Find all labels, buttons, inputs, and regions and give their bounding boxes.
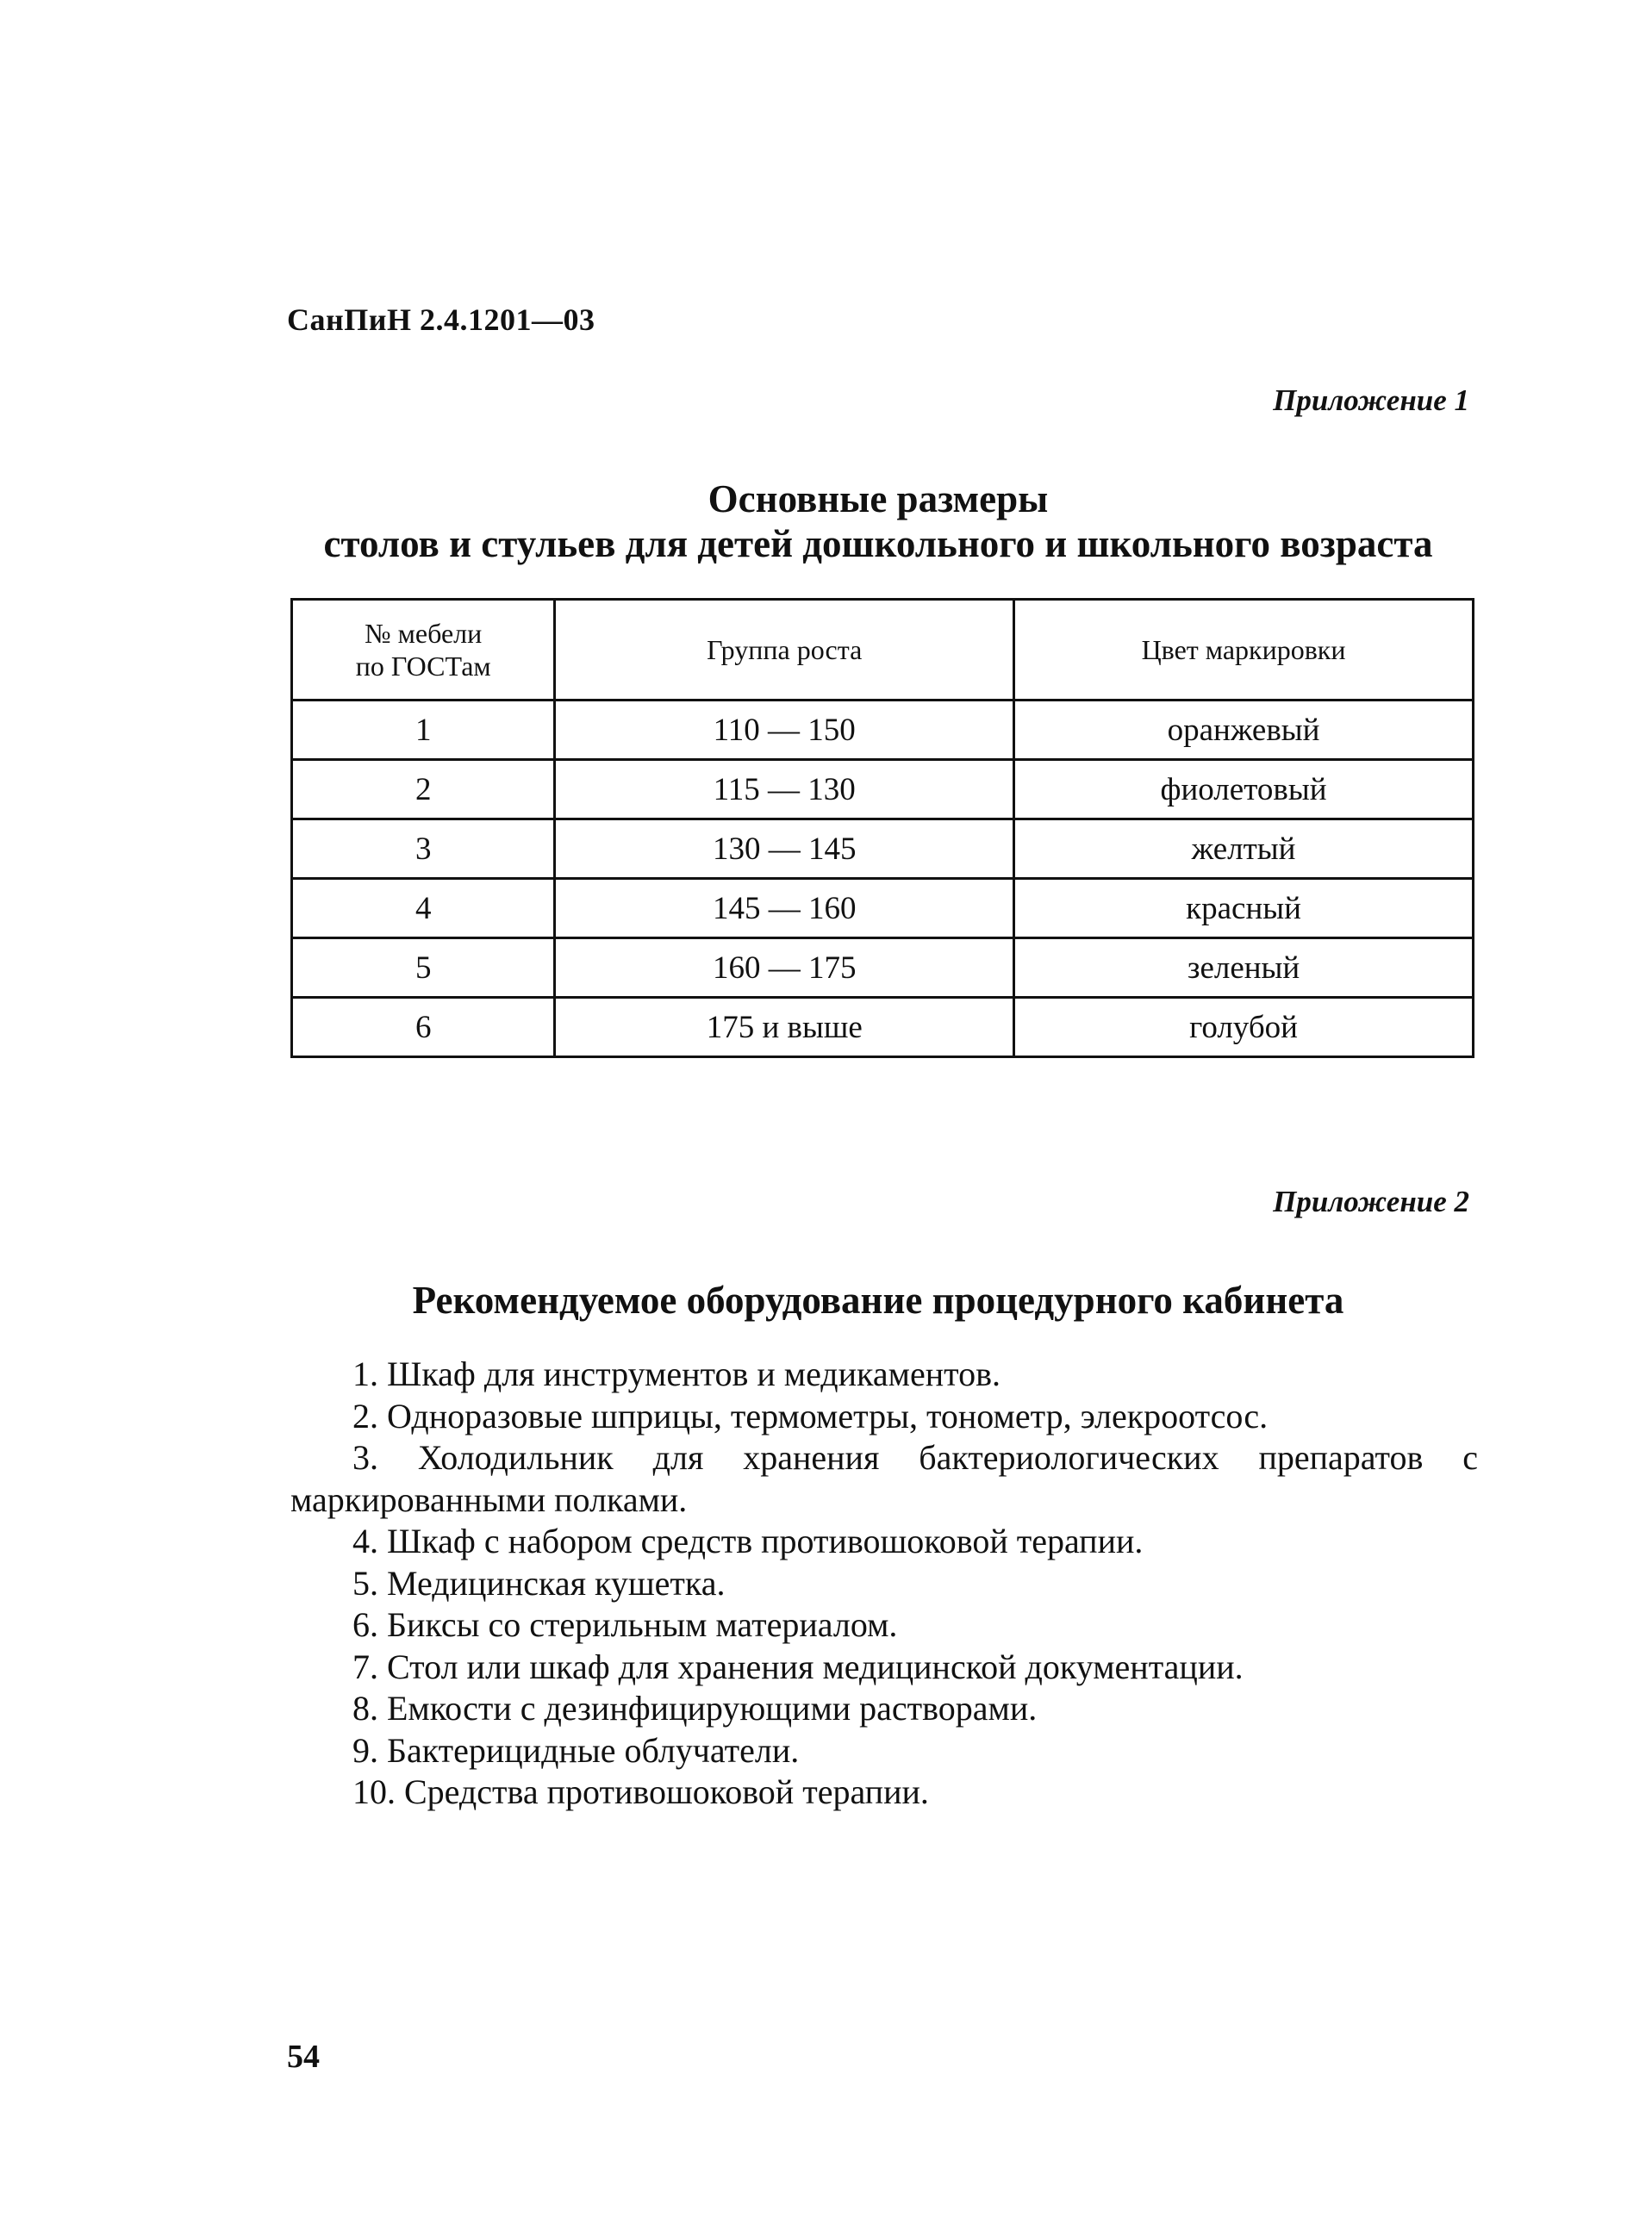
cell-furniture-number: 1: [292, 701, 555, 760]
table-row: [292, 819, 1474, 879]
table-row: [292, 938, 1474, 998]
header-furniture-number: [292, 600, 555, 701]
list-item: 7. Стол или шкаф для хранения медицинской документации.: [352, 1647, 1244, 1686]
cell-height-group: 115 — 130: [555, 760, 1014, 819]
list-item: 10. Средства противошоковой терапии.: [352, 1772, 929, 1811]
list-item: 3. Холодильник для хранения бактериологических препаратов с маркированными полками.: [290, 1438, 1478, 1519]
list-item: 1. Шкаф для инструментов и медикаментов.: [352, 1354, 1001, 1393]
cell-height-group: 175 и выше: [555, 998, 1014, 1057]
appendix-2-label: Приложение 2: [1273, 1185, 1469, 1218]
cell-marking-color: желтый: [1014, 819, 1474, 879]
table-header-row: [292, 600, 1474, 701]
cell-marking-color: фиолетовый: [1014, 760, 1474, 819]
cell-height-group: 130 — 145: [555, 819, 1014, 879]
header-furniture-number-line-1: № мебели: [365, 618, 483, 649]
document-code: СанПиН 2.4.1201—03: [287, 302, 595, 337]
cell-marking-color: красный: [1014, 879, 1474, 938]
header-height-group: Группа роста: [555, 600, 1014, 701]
list-item: 4. Шкаф с набором средств противошоковой терапии.: [352, 1522, 1144, 1560]
appendix-1-label: Приложение 1: [1273, 383, 1469, 417]
appendix-1-title-line-2: столов и стульев для детей дошкольного и школьного возраста: [323, 522, 1433, 565]
cell-height-group: 160 — 175: [555, 938, 1014, 998]
list-item: 9. Бактерицидные облучатели.: [352, 1730, 800, 1770]
appendix-1-title-line-1: Основные размеры: [708, 477, 1049, 520]
table-row: [292, 701, 1474, 760]
cell-height-group: 110 — 150: [555, 701, 1014, 760]
equipment-list: [290, 1354, 1478, 1814]
header-marking-color: Цвет маркировки: [1014, 600, 1474, 701]
cell-height-group: 145 — 160: [555, 879, 1014, 938]
list-item: 6. Биксы со стерильным материалом.: [352, 1605, 898, 1644]
list-item: 2. Одноразовые шприцы, термометры, тонометр, элекроотсос.: [352, 1396, 1269, 1435]
table-row: [292, 760, 1474, 819]
cell-furniture-number: 5: [292, 938, 555, 998]
list-item: 8. Емкости с дезинфицирующими растворами.: [352, 1689, 1038, 1728]
cell-marking-color: оранжевый: [1014, 701, 1474, 760]
table-row: [292, 998, 1474, 1057]
table-row: [292, 879, 1474, 938]
appendix-2-title: Рекомендуемое оборудование процедурного кабинета: [412, 1279, 1344, 1322]
cell-furniture-number: 2: [292, 760, 555, 819]
appendix-1-title: [287, 476, 1469, 566]
cell-furniture-number: 6: [292, 998, 555, 1057]
furniture-size-table: [290, 598, 1474, 1058]
cell-furniture-number: 3: [292, 819, 555, 879]
page-number: 54: [287, 2039, 320, 2075]
cell-marking-color: зеленый: [1014, 938, 1474, 998]
cell-furniture-number: 4: [292, 879, 555, 938]
cell-marking-color: голубой: [1014, 998, 1474, 1057]
header-furniture-number-line-2: по ГОСТам: [355, 651, 491, 682]
list-item: 5. Медицинская кушетка.: [352, 1563, 726, 1603]
